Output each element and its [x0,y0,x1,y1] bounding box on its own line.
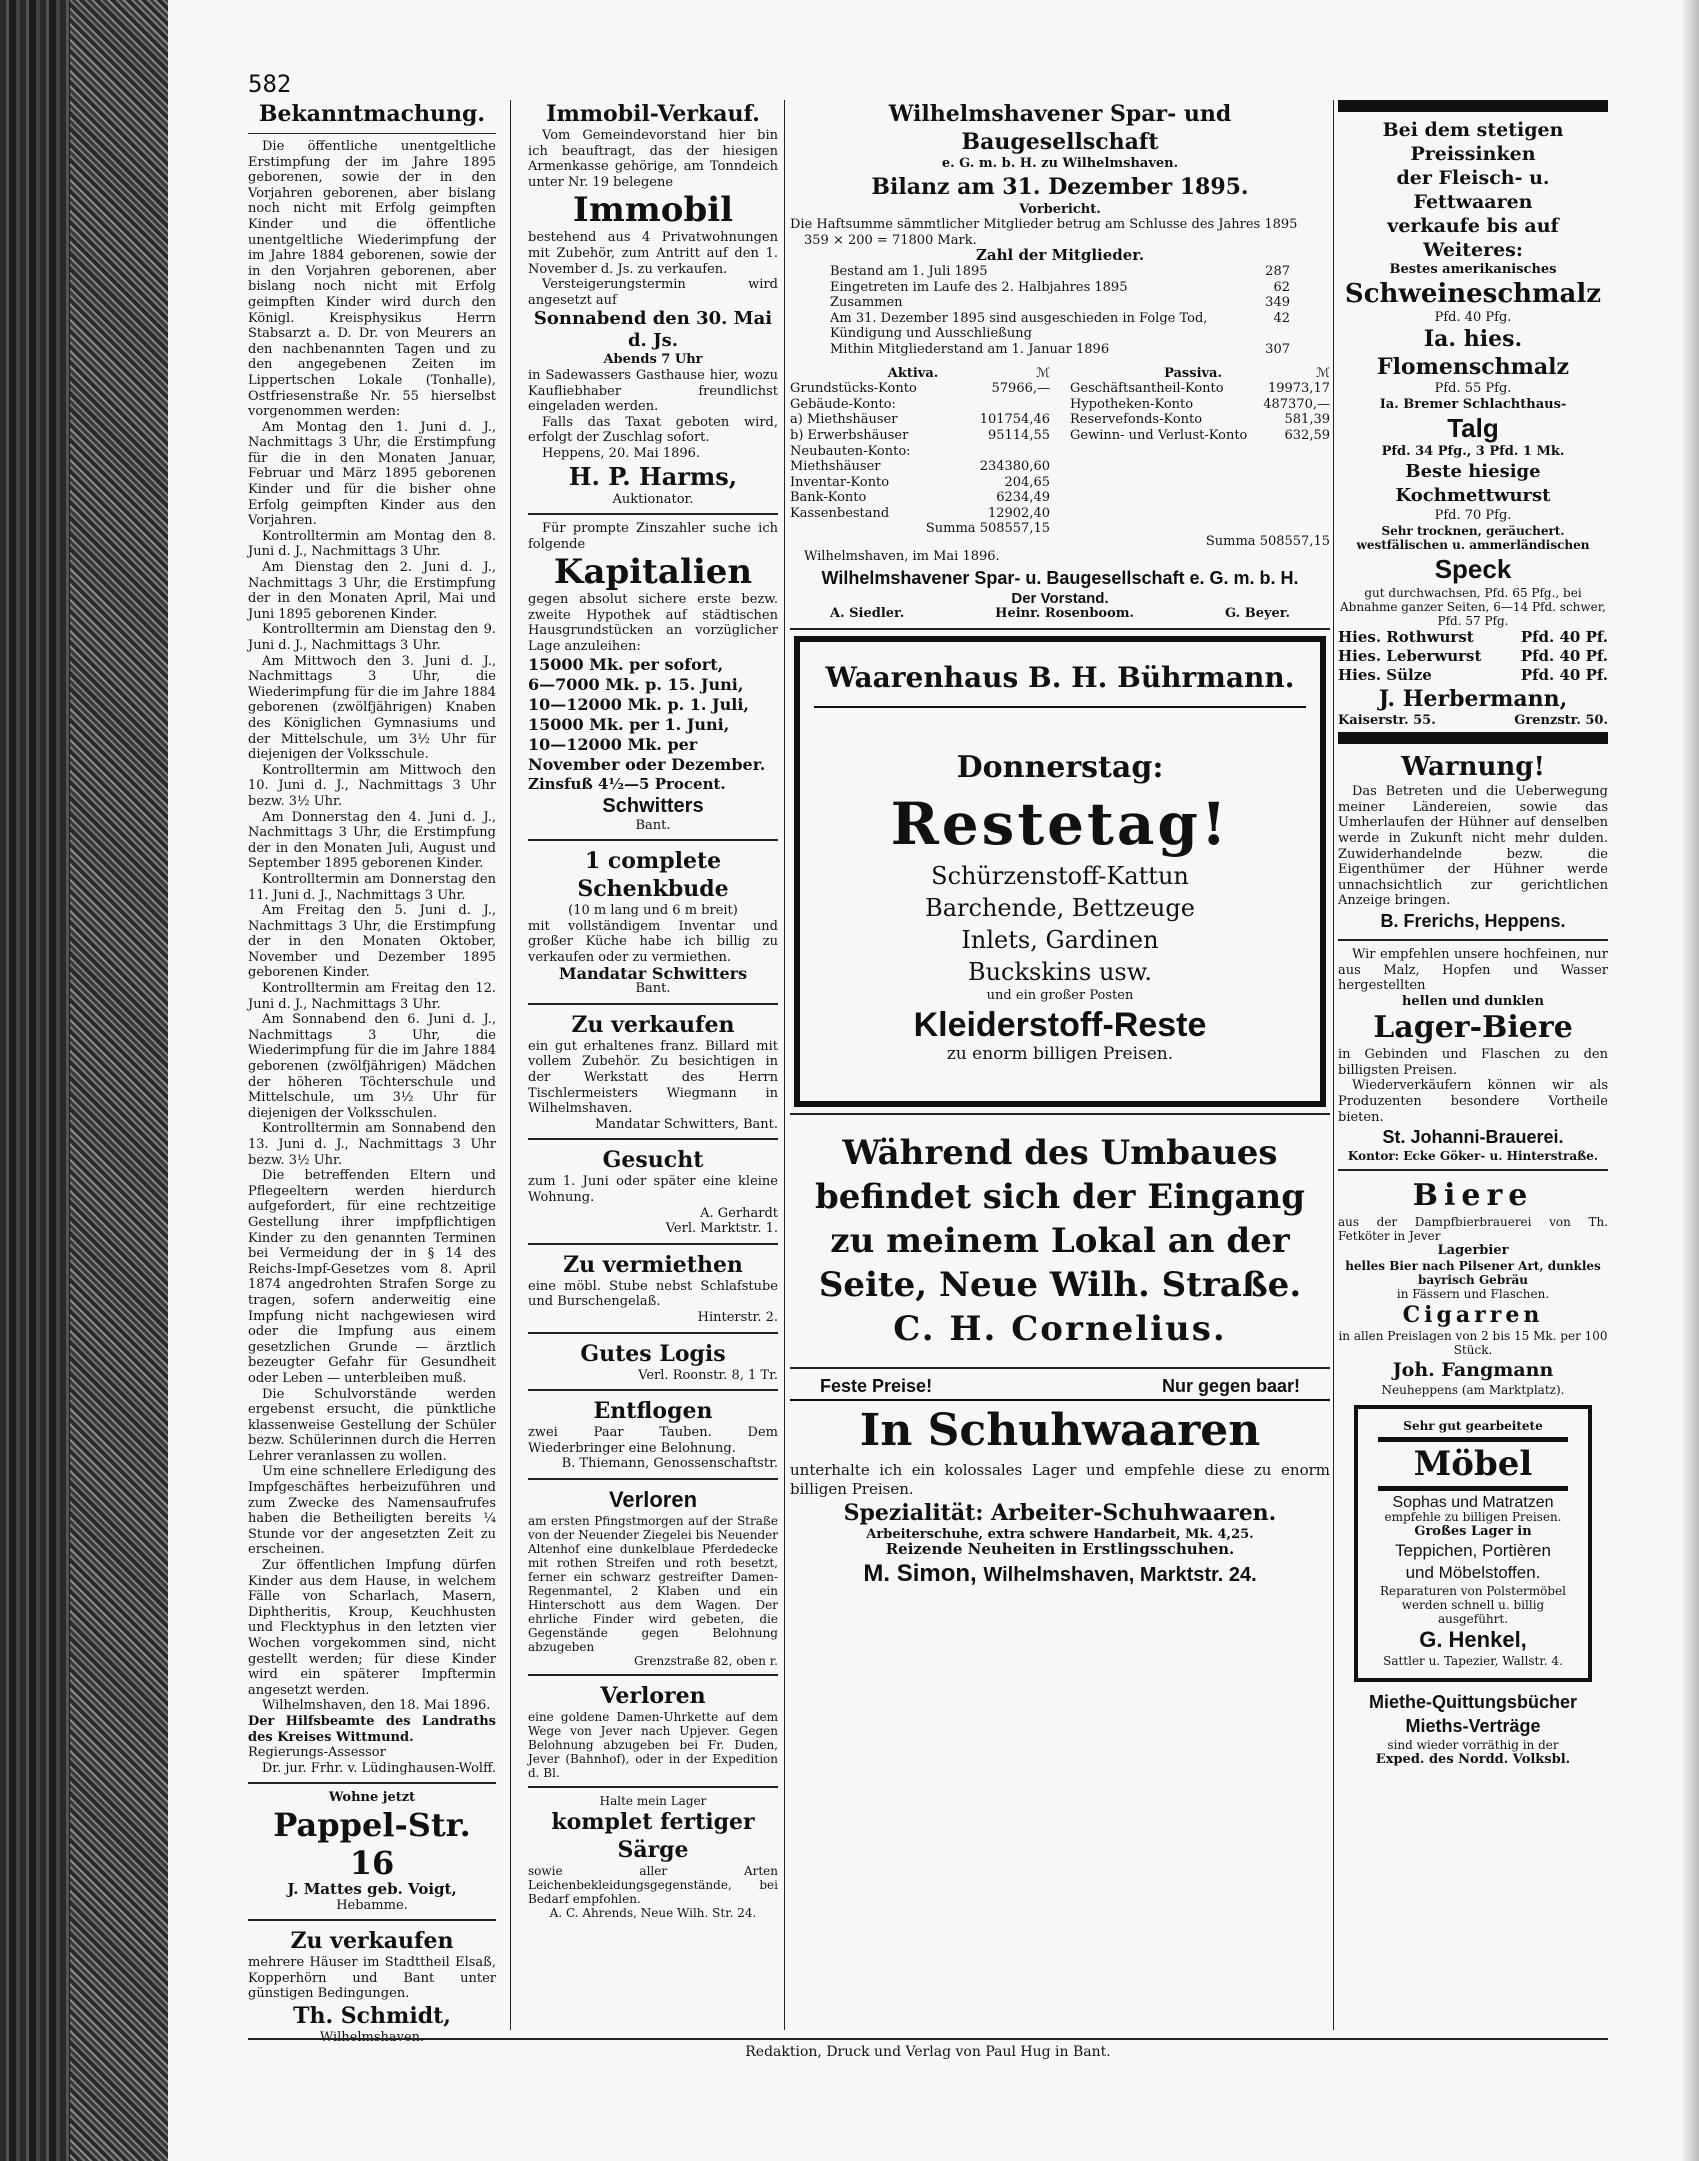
aktiva-label: Neubauten-Konto: [790,443,911,459]
members-value: 307 [1265,341,1290,357]
members-label: Bestand am 1. Juli 1895 [830,263,988,279]
beer-text: Wir empfehlen unsere hochfeinen, nur aus Malz, Hopfen und Wasser hergestellten [1338,946,1608,994]
fat-ad-product: Ia. hies. Flomenschmalz [1376,326,1570,381]
ad-lost2-text: eine goldene Damen-Uhrkette auf dem Wege von Jever nach Upjever. Gegen Belohnung abzugeben bei Fr. Duden, Jever (Bahnhof), oder in der Expedition d. Bl. [528,1709,778,1780]
waarenhaus-day: Donnerstag: [956,749,1164,785]
column-rule [510,100,511,2030]
cornelius-line: Seite, Neue Wilh. Straße. [818,1265,1302,1306]
board-member: Heinr. Rosenboom. [995,606,1135,622]
fat-ad-product: Schweineschmalz [1344,278,1602,309]
sausage-row [1338,628,1608,647]
ad-coffins-signature: A. C. Ahrends, Neue Wilh. Str. 24. [549,1905,757,1920]
shoes-address: Wilhelmshaven, Marktstr. 24. [983,1563,1257,1586]
fat-ad-address: Kaiserstr. 55. [1338,712,1436,728]
book-binding [0,0,168,2161]
cornelius-signature: C. H. Cornelius. [893,1309,1227,1350]
passiva-sum: Summa 508557,15 [1205,533,1330,549]
ad-midwife-line: Wohne jetzt [328,1790,416,1806]
passiva-row [1070,428,1330,444]
members-value: 42 [1273,310,1290,326]
currency-mark: ℳ [1316,365,1330,381]
ad-capital-signature: Schwitters [602,794,704,817]
ad-immobil-text: in Sadewassers Gasthause hier, wozu Kaufliebhaber freundlichst eingeladen werden. [528,367,778,415]
balance-members-heading: Zahl der Mitglieder. [975,246,1145,265]
aktiva-heading: Aktiva. [887,365,939,381]
ad-wanted-address: Verl. Marktstr. 1. [665,1221,778,1237]
shoes-fixed-prices: Feste Preise! [820,1376,933,1397]
biere-headline: Biere [1412,1178,1534,1214]
beer-line: hellen und dunklen [1401,993,1545,1009]
column-rule [784,100,785,2030]
announcement-text: Um eine schnellere Erledigung des Impfgeschäftes herbeizuführen und zum Zwecke des Namensaufrufes haben die Betheiligten bereits ¼ Stunde vor der angesetzten Zeit zu erscheinen. [248,1464,496,1558]
announcement-date: Wilhelmshaven, den 18. Mai 1896. [262,1698,491,1714]
ad-schenkbude-dimensions: (10 m lang und 6 m breit) [568,903,738,919]
balance-signature: Wilhelmshavener Spar- u. Baugesellschaft e. G. m. b. H. [821,567,1299,588]
cigars-headline: Cigarren [1402,1301,1544,1328]
beer-signature: St. Johanni-Brauerei. [1382,1127,1564,1148]
furniture-line: Teppichen, Portièren [1395,1541,1551,1561]
ad-immobil-place: Heppens, 20. Mai 1896. [542,445,701,461]
ad-rent-address: Hinterstr. 2. [697,1309,778,1325]
furniture-signature: G. Henkel, [1419,1627,1527,1653]
waarenhaus-item: Buckskins usw. [967,957,1153,986]
aktiva-value: 95114,55 [987,427,1050,443]
ad-immobil-headline: Immobil [572,190,734,231]
fat-ad-signature: J. Herbermann, [1378,685,1568,712]
ad-schenkbude-text: mit vollständigem Inventar und großer Küche habe ich billig zu verkaufen oder zu vermiethen. [528,918,778,966]
aktiva-value: 101754,46 [979,412,1050,428]
ad-immobil-text: Vom Gemeindevorstand hier bin ich beauftragt, das der hiesigen Armenkasse gehörige, am Tonndeich unter Nr. 19 belegene [528,128,778,190]
aktiva-row [790,412,1050,428]
fat-ad-address: Grenzstr. 50. [1514,712,1608,728]
cornelius-line: Während des Umbaues [842,1133,1278,1174]
beer-headline: Lager-Biere [1373,1010,1573,1046]
receipts-line: sind wieder vorräthig in der [1387,1738,1559,1753]
page-edge-shadow [1681,0,1699,2161]
fat-ad-price: Pfd. 70 Pfg. [1434,507,1512,523]
footer-imprint: Redaktion, Druck und Verlag von Paul Hug in Bant. [248,2038,1608,2060]
aktiva-value: 204,65 [1004,474,1050,490]
ad-capital-intro: Für prompte Zinszahler suche ich folgende [528,521,778,552]
waarenhaus-item: Barchende, Bettzeuge [925,893,1195,922]
sausage-row [1338,647,1608,666]
sausage-label: Hies. Rothwurst [1338,627,1474,646]
aktiva-row [790,459,1050,475]
beer-text: Wiederverkäufern können wir als Produzenten besondere Vortheile bieten. [1338,1078,1608,1125]
ad-houses-signature: Th. Schmidt, [293,2002,451,2029]
sausage-value: Pfd. 40 Pf. [1520,646,1608,665]
waarenhaus-item: Inlets, Gardinen [961,925,1159,954]
ad-capital-city: Bant. [635,817,671,833]
column-4 [1338,100,1608,1768]
fat-ad-line: Bestes amerikanisches [1389,262,1557,277]
column-3 [790,100,1330,1591]
ad-capital-headline: Kapitalien [553,552,753,593]
announcement-text: Kontrolltermin am Montag den 8. Juni d. J., Nachmittags 3 Uhr. [248,528,496,560]
waarenhaus-title: Waarenhaus B. H. Bührmann. [814,660,1306,708]
passiva-value: 632,59 [1284,427,1330,443]
aktiva-row [790,490,1050,506]
balance-board: Der Vorstand. [1011,589,1109,607]
waarenhaus-text: und ein großer Posten [986,987,1134,1003]
announcement-text: Die betreffenden Eltern und Pflegeeltern werden hierdurch aufgefordert, für eine rechtzeitige Gestellung ihrer impfpflichtigen Kinder zu den genannten Terminen bei Vermeidung der in § 14 des Reichs-Impf-Gesetzes vom 8. April 1874 angedrohten Strafen Sorge zu tragen, sofern anderweitig eine Impfung nicht nachgewiesen wird oder die Impfung aus einem gesetzlichen Grunde — ärztlich bezeugter Gefahr für Gesundheit oder Leben — unterbleiben muß. [248,1168,496,1386]
members-row [830,264,1290,280]
shoes-specialty: Spezialität: Arbeiter-Schuhwaaren. [843,1499,1277,1526]
aktiva-row [790,397,1050,413]
members-row [830,311,1290,342]
biere-line: in Fässern und Flaschen. [1396,1286,1550,1301]
furniture-ad [1354,1405,1592,1682]
fat-ad-line: Bei dem stetigen Preissinken [1382,119,1564,165]
aktiva-sum: Summa 508557,15 [925,521,1050,537]
fat-ad-price: Pfd. 40 Pfg. [1434,309,1512,325]
ad-immobil-date: Sonnabend den 30. Mai d. Js. [533,308,773,352]
balance-vorbericht-calc: 359 × 200 = 71800 Mark. [804,232,977,248]
fat-ad-price: Pfd. 55 Pfg. [1434,381,1512,397]
announcement-text: Am Freitag den 5. Juni d. J., Nachmittags 3 Uhr, die Erstimpfung der in den Monaten Oktober, November und Dezember 1895 geborenen Kinder. [248,903,496,981]
aktiva-row [790,475,1050,491]
receipts-line: Mieths-Verträge [1405,1716,1541,1737]
ad-immobil-time: Abends 7 Uhr [603,352,703,368]
ad-billard-signature: Mandatar Schwitters, Bant. [595,1116,778,1132]
biere-line: Lagerbier [1437,1243,1509,1259]
ad-capital-line: Zinsfuß 4½—5 Procent. [528,774,726,793]
receipts-line: Miethe-Quittungsbücher [1369,1692,1577,1713]
announcement-text: Am Donnerstag den 4. Juni d. J., Nachmittags 3 Uhr, die Erstimpfung der in den Monaten Juli, August und September 1895 geborenen Kinder. [248,809,496,872]
aktiva-label: a) Miethshäuser [790,412,898,428]
page-number: 582 [248,70,292,98]
ad-lost-title: Verloren [608,1486,698,1512]
announcement-text: Am Dienstag den 2. Juni d. J., Nachmittags 3 Uhr, die Erstimpfung der in den Monaten April, Mai und Juni 1895 geborenen Kinder. [248,560,496,622]
members-label: Am 31. Dezember 1895 sind ausgeschieden in Folge Tod, Kündigung und Ausschließung [830,310,1208,342]
ad-wanted-title: Gesucht [602,1147,704,1174]
furniture-line: Sophas und Matratzen [1392,1493,1554,1511]
column-rule [1333,100,1334,2030]
members-row [830,342,1290,358]
sausage-label: Hies. Leberwurst [1338,646,1482,665]
warning-title: Warnung! [1401,752,1545,783]
beer-address: Kontor: Ecke Göker- u. Hinterstraße. [1347,1149,1599,1164]
fat-ad-line: Sehr trocknen, geräuchert. westfälischen u. ammerländischen [1356,523,1590,552]
board-member: G. Beyer. [1225,606,1290,622]
announcement-text: Am Mittwoch den 3. Juni d. J., Nachmittags 3 Uhr, die Wiederimpfung für die im Jahre 1884 geborenen (zwölfjährigen) Knaben des Königlichen Gymnasiums und der Mittelschule, um 3½ Uhr für diejenigen der Volksschule. [248,653,496,763]
cornelius-line: befindet sich der Eingang [814,1177,1306,1218]
aktiva-value: 57966,— [991,381,1050,397]
waarenhaus-item: Schürzenstoff-Kattun [931,861,1189,890]
ad-lost-address: Grenzstraße 82, oben r. [634,1653,778,1668]
newspaper-page [168,0,1699,2161]
fat-ad-product: Beste hiesige Kochmettwurst [1395,460,1551,506]
ad-capital-line: 15000 Mk. per 1. Juni, [528,714,730,734]
ad-pigeons-signature: B. Thiemann, Genossenschaftstr. [561,1456,778,1472]
balance-heading: Bilanz am 31. Dezember 1895. [871,173,1249,200]
ad-lost2-title: Verloren [600,1682,706,1709]
ad-logis-address: Verl. Roonstr. 8, 1 Tr. [638,1367,778,1383]
sausage-value: Pfd. 40 Pf. [1520,627,1608,646]
aktiva-value: 234380,60 [979,459,1050,475]
shoes-cash-only: Nur gegen baar! [1161,1376,1300,1397]
ad-capital-line: 6—7000 Mk. p. 15. Juni, [528,674,744,694]
ad-capital-line: 10—12000 Mk. p. 1. Juli, [528,694,749,714]
ad-capital-line: 15000 Mk. per sofort, [528,654,724,674]
ad-schenkbude-city: Bant. [635,981,671,997]
ad-rent-text: eine möbl. Stube nebst Schlafstube und Burschengelaß. [528,1278,778,1310]
aktiva-label: Miethshäuser [790,459,881,475]
ad-midwife-address: Pappel-Str. 16 [273,1805,471,1882]
cornelius-line: zu meinem Lokal an der [830,1221,1290,1262]
sausage-value: Pfd. 40 Pf. [1520,665,1608,684]
passiva-value: 487370,— [1263,396,1330,412]
aktiva-value: 12902,40 [987,505,1050,521]
members-table [830,264,1290,358]
furniture-line: Sehr gut gearbeitete [1403,1418,1543,1433]
aktiva-row [790,506,1050,522]
announcement-text: Die öffentliche unentgeltliche Erstimpfung der im Jahre 1895 geborenen, sowie der in den Vorjahren geborenen, aber bislang noch nicht mit Erfolg geimpften Kinder und die öffentliche unentgeltliche Wiederimpfung der im Jahre 1884 geborenen, sowie der in den Vorjahren geborenen, aber bislang noch nicht mit Erfolg geimpften Kinder wird durch den Königl. Kreisphysikus Herrn Stabsarzt a. D. Dr. von Meurers an den nachbenannten Tagen und zu den angegebenen Zeiten im Lippertschen Lokale (Tonhalle), Ostfriesenstraße Nr. 55 hierselbst vorgenommen werden: [248,139,496,420]
members-label: Eingetreten im Laufe des 2. Halbjahres 1895 [830,279,1128,295]
ad-coffins-text: sowie aller Arten Leichenbekleidungsgegenstände, bei Bedarf empfohlen. [528,1863,778,1906]
sausage-row [1338,666,1608,685]
receipts-line: Exped. des Nordd. Volksbl. [1375,1752,1571,1768]
passiva-row [1070,397,1330,413]
aktiva-value: 6234,49 [996,490,1050,506]
announcement-text: Kontrolltermin am Donnerstag den 11. Juni d. J., Nachmittags 3 Uhr. [248,871,496,903]
column-1 [248,100,496,2046]
ad-coffins-intro: Halte mein Lager [599,1793,707,1808]
furniture-line: Großes Lager in [1414,1524,1532,1540]
members-value: 62 [1273,279,1290,295]
announcement-text: Am Montag den 1. Juni d. J., Nachmittags 3 Uhr, die Erstimpfung für die in den Monaten Januar, Februar und März 1895 geborenen Kinder und für die bisher ohne Erfolg geimpften Kinder aus den Vorjahren. [248,419,496,529]
aktiva-row [790,428,1050,444]
ad-pigeons-title: Entflogen [593,1398,713,1425]
ad-immobil-text: Versteigerungstermin wird angesetzt auf [528,277,778,308]
currency-mark: ℳ [1036,365,1050,381]
announcement-text: Kontrolltermin am Sonnabend den 13. Juni d. J., Nachmittags 3 Uhr bezw. 3½ Uhr. [248,1121,496,1168]
aktiva-table [790,366,1050,550]
announcement-title: Bekanntmachung. [258,101,486,127]
members-value: 287 [1265,263,1290,279]
aktiva-label: Grundstücks-Konto [790,381,917,397]
fat-ad-price: Pfd. 34 Pfg., 3 Pfd. 1 Mk. [1381,444,1565,460]
ad-capital-line: 10—12000 Mk. per November oder Dezember. [528,734,766,774]
balance-date: Wilhelmshaven, im Mai 1896. [804,549,1000,565]
warning-text: Das Betreten und die Ueberwegung meiner Ländereien, sowie das Umherlaufen der Hühner auf denselben werde in Zukunft nicht mehr dulden. Zuwiderhandelnde bezw. die Eigenthümer der Hühner werde unnachsichtlich zur gerichtlichen Anzeige bringen. [1338,784,1608,909]
announcement-text: Kontrolltermin am Dienstag den 9. Juni d. J., Nachmittags 3 Uhr. [248,622,496,653]
furniture-address: Sattler u. Tapezier, Wallstr. 4. [1383,1654,1563,1669]
passiva-label: Geschäftsantheil-Konto [1070,381,1224,397]
passiva-table [1070,366,1330,550]
announcement-signature: Regierungs-Assessor [248,1745,386,1761]
passiva-label: Gewinn- und Verlust-Konto [1070,427,1248,443]
ad-immobil-title: Immobil-Verkauf. [546,101,760,127]
shoes-specialty-text: Arbeiterschuhe, extra schwere Handarbeit, Mk. 4,25. [866,1526,1254,1542]
ad-houses-city: Wilhelmshaven. [319,2029,425,2045]
ad-schenkbude-title: 1 complete Schenkbude [577,848,729,903]
fat-ad-product: Talg [1447,413,1499,444]
shoes-signature: M. Simon, [863,1559,977,1587]
announcement-signature: Dr. jur. Frhr. v. Lüdinghausen-Wolff. [261,1760,496,1776]
biere-text: aus der Dampfbierbrauerei von Th. Fetköter in Jever [1338,1215,1608,1244]
passiva-row [1070,412,1330,428]
announcement-text: Kontrolltermin am Mittwoch den 10. Juni d. J., Nachmittags 3 Uhr bezw. 3½ Uhr. [248,762,496,809]
waarenhaus-headline: Restetag! [890,789,1230,858]
announcement-text: Zur öffentlichen Impfung dürfen Kinder aus dem Hause, in welchem Fälle von Scharlach, Masern, Diphtheritis, Kroup, Keuchhusten und Flecktyphus in den letzten vier Wochen vorgekommen sind, nicht gestellt werden; für diese Kinder wird ein späterer Impftermin angesetzt werden. [248,1558,496,1698]
furniture-line: und Möbelstoffen. [1405,1563,1541,1583]
announcement-text: Die Schulvorstände werden ergebenst ersucht, die pünktliche klassenweise Gestellung der Schüler bezw. Schülerinnen durch die Herren Lehrer veranlassen zu wollen. [248,1386,496,1464]
column-2 [528,100,778,1920]
ad-houses-title: Zu verkaufen [290,1928,454,1955]
furniture-headline: Möbel [1378,1437,1568,1491]
board-member: A. Siedler. [830,606,905,622]
aktiva-label: Kassenbestand [790,505,890,521]
biere-line: helles Bier nach Pilsener Art, dunkles bayrisch Gebräu [1345,1258,1601,1287]
fat-ad-product: Speck [1434,553,1512,584]
fat-ad-line: verkaufe bis auf Weiteres: [1387,215,1559,261]
biere-address: Neuheppens (am Marktplatz). [1381,1382,1565,1397]
fat-ad-text: gut durchwachsen, Pfd. 65 Pfg., bei Abnahme ganzer Seiten, 6—14 Pfd. schwer, Pfd. 57 Pfg. [1340,585,1606,628]
shoes-text: unterhalte ich ein kolossales Lager und empfehle diese zu enorm billigen Preisen. [790,1460,1330,1498]
ad-immobil-signature: H. P. Harms, [568,461,738,491]
aktiva-value [980,397,1050,413]
passiva-heading: Passiva. [1164,365,1223,381]
ad-pigeons-text: zwei Paar Tauben. Dem Wiederbringer eine Belohnung. [528,1425,778,1456]
fat-ad-line: der Fleisch- u. Fettwaaren [1396,167,1550,213]
ad-rent-title: Zu vermiethen [563,1251,743,1278]
members-row [830,280,1290,296]
ad-wanted-text: zum 1. Juni oder später eine kleine Wohnung. [528,1174,778,1205]
aktiva-label: Inventar-Konto [790,474,890,490]
fat-ad-line: Ia. Bremer Schlachthaus- [1379,396,1567,412]
members-row [830,295,1290,311]
aktiva-row [790,381,1050,397]
cornelius-ad [790,1121,1330,1361]
sausage-list [1338,628,1608,685]
balance-title: Wilhelmshavener Spar- und Baugesellschaft [888,101,1232,155]
shoes-novelties: Reizende Neuheiten in Erstlingsschuhen. [885,1540,1235,1559]
shoes-headline: In Schuhwaaren [859,1404,1261,1456]
ad-coffins-title: komplet fertiger Särge [551,1808,755,1863]
ad-immobil-role: Auktionator. [612,491,694,507]
sausage-label: Hies. Sülze [1338,665,1432,684]
beer-text: in Gebinden und Flaschen zu den billigsten Preisen. [1338,1047,1608,1078]
balance-vorbericht: Vorbericht. [1019,201,1101,217]
aktiva-label: Gebäude-Konto: [790,396,896,412]
waarenhaus-ad [794,636,1326,1107]
balance-subtitle: e. G. m. b. H. zu Wilhelmshaven. [941,156,1179,171]
members-label: Mithin Mitgliederstand am 1. Januar 1896 [830,341,1110,357]
ad-capital-text: gegen absolut sichere erste bezw. zweite Hypothek auf städtischen Hausgrundstücken an vorzüglicher Lage anzuleihen: [528,592,778,655]
ad-lost-text: am ersten Pfingstmorgen auf der Straße von der Neuender Ziegelei bis Neuender Altenhof eine dunkelblaue Pferdedecke mit rothen Streifen und roth besetzt, ferner ein schwarz gestreifter Damen-Regenmantel, 2 Klaben und ein Hinterschott aus dem Wagen. Der ehrliche Finder wird gebeten, die Gegenstände gegen Belohnung abzugeben [528,1513,778,1654]
ad-logis-title: Gutes Logis [580,1340,726,1367]
balance-vorbericht-text: Die Haftsumme sämmtlicher Mitglieder betrug am Schlusse des Jahres 1895 [790,217,1298,233]
aktiva-row [790,444,1050,460]
passiva-row [1070,381,1330,397]
waarenhaus-price: zu enorm billigen Preisen. [946,1044,1174,1065]
announcement-signature: Der Hilfsbeamte des Landraths des Kreises Wittmund. [248,1713,496,1745]
ad-schenkbude-signature: Mandatar Schwitters [558,963,748,983]
furniture-line: empfehle zu billigen Preisen. [1384,1510,1562,1525]
aktiva-value [980,444,1050,460]
ad-wanted-signature: A. Gerhardt [700,1205,778,1221]
aktiva-label: Bank-Konto [790,490,867,506]
waarenhaus-remnants: Kleiderstoff-Reste [913,1006,1207,1045]
passiva-label: Reservefonds-Konto [1070,412,1203,428]
announcement-text: Am Sonnabend den 6. Juni d. J., Nachmittags 3 Uhr, die Wiederimpfung für die im Jahre 1884 geborenen (zwölfjährigen) Mädchen der höheren Töchterschule und Mittelschule, um 3½ Uhr für diejenigen der Volksschulen. [248,1012,496,1121]
ad-houses-text: mehrere Häuser im Stadttheil Elsaß, Kopperhörn und Bant unter günstigen Bedingungen. [248,1955,496,2002]
ad-midwife-role: Hebamme. [336,1897,408,1913]
aktiva-label: b) Erwerbshäuser [790,427,909,443]
ad-midwife-name: J. Mattes geb. Voigt, [287,1879,457,1898]
cigars-text: in allen Preislagen von 2 bis 15 Mk. per 100 Stück. [1338,1328,1608,1357]
ad-billard-title: Zu verkaufen [571,1011,735,1038]
passiva-value: 19973,17 [1267,381,1330,397]
passiva-label: Hypotheken-Konto [1070,396,1194,412]
members-label: Zusammen [830,295,903,311]
warning-signature: B. Frerichs, Heppens. [1380,910,1566,931]
furniture-repair: Reparaturen von Polstermöbel werden schnell u. billig ausgeführt. [1379,1584,1567,1627]
ad-immobil-text: Falls das Taxat geboten wird, erfolgt der Zuschlag sofort. [528,414,778,446]
biere-signature: Joh. Fangmann [1392,1358,1554,1381]
members-value: 349 [1265,295,1290,311]
ad-immobil-text: bestehend aus 4 Privatwohnungen mit Zubehör, zum Antritt auf den 1. November d. Js. zu verkaufen. [528,230,778,277]
announcement-text: Kontrolltermin am Freitag den 12. Juni d. J., Nachmittags 3 Uhr. [248,981,496,1012]
ad-billard-text: ein gut erhaltenes franz. Billard mit vollem Zubehör. Zu besichtigen in der Werkstatt des Herrn Tischlermeisters Wiegmann in Wilhelmshaven. [528,1038,778,1117]
passiva-value: 581,39 [1284,412,1330,428]
